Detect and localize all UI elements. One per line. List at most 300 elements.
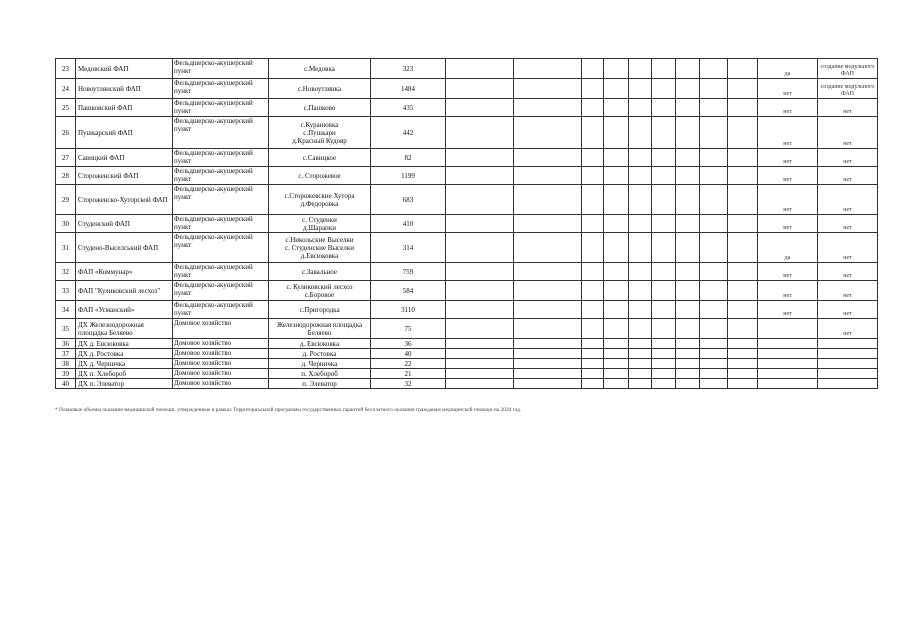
facility-type-cell: Фельдшерско-акушерский пункт: [173, 117, 269, 149]
empty-cell: [676, 185, 700, 215]
facility-name-cell: ДХ п. Хлебороб: [76, 369, 173, 379]
population-cell: 1484: [371, 79, 446, 99]
facility-type-cell: Домовое хозяйство: [173, 349, 269, 359]
empty-cell: [728, 339, 758, 349]
empty-cell: [676, 263, 700, 281]
row-number-cell: 33: [56, 281, 76, 301]
empty-cell: [604, 117, 629, 149]
empty-cell: [446, 117, 514, 149]
empty-cell: [446, 349, 514, 359]
empty-cell: [629, 59, 652, 79]
empty-cell: [446, 233, 514, 263]
empty-cell: [700, 167, 728, 185]
row-number-cell: 28: [56, 167, 76, 185]
location-name: с.Куранювка: [300, 120, 339, 129]
population-cell: 3110: [371, 301, 446, 319]
empty-cell: [446, 379, 514, 389]
facility-name-cell: Медовский ФАП: [76, 59, 173, 79]
facility-name-cell: Новоутлянский ФАП: [76, 79, 173, 99]
row-number-cell: 39: [56, 369, 76, 379]
empty-cell: [652, 349, 676, 359]
empty-cell: [728, 215, 758, 233]
yes-no-cell: [758, 349, 818, 359]
table-row: [56, 185, 878, 215]
table-row: [56, 79, 878, 99]
empty-cell: [700, 339, 728, 349]
empty-cell: [514, 233, 582, 263]
table-row: [56, 339, 878, 349]
row-number-cell: 30: [56, 215, 76, 233]
yes-no-cell: нет: [758, 149, 818, 167]
empty-cell: [446, 359, 514, 369]
empty-cell: [728, 167, 758, 185]
empty-cell: [676, 281, 700, 301]
locations-cell: [269, 369, 371, 379]
facility-name-cell: ФАП «Коммунар»: [76, 263, 173, 281]
empty-cell: [604, 215, 629, 233]
location-name: Беляево: [307, 328, 332, 337]
empty-cell: [728, 59, 758, 79]
yes-no-cell: нет: [758, 79, 818, 99]
empty-cell: [728, 149, 758, 167]
facility-type-cell: Фельдшерско-акушерский пункт: [173, 263, 269, 281]
empty-cell: [582, 339, 604, 349]
facility-name-cell: Савицкий ФАП: [76, 149, 173, 167]
row-number-cell: 25: [56, 99, 76, 117]
empty-cell: [514, 167, 582, 185]
empty-cell: [652, 149, 676, 167]
empty-cell: [676, 215, 700, 233]
yes-no-cell: да: [758, 233, 818, 263]
action-cell: [818, 359, 878, 369]
row-number-cell: 37: [56, 349, 76, 359]
empty-cell: [676, 59, 700, 79]
empty-cell: [582, 281, 604, 301]
action-cell: нет: [818, 149, 878, 167]
empty-cell: [582, 233, 604, 263]
empty-cell: [700, 301, 728, 319]
empty-cell: [728, 369, 758, 379]
empty-cell: [700, 319, 728, 339]
empty-cell: [604, 99, 629, 117]
empty-cell: [604, 185, 629, 215]
empty-cell: [728, 233, 758, 263]
facility-type-cell: Домовое хозяйство: [173, 369, 269, 379]
empty-cell: [582, 99, 604, 117]
facility-name-cell: ДХ д. Евсюковка: [76, 339, 173, 349]
empty-cell: [728, 359, 758, 369]
table-row: [56, 149, 878, 167]
table-row: [56, 359, 878, 369]
population-cell: 323: [371, 59, 446, 79]
table-row: [56, 167, 878, 185]
empty-cell: [514, 339, 582, 349]
empty-cell: [652, 379, 676, 389]
empty-cell: [604, 369, 629, 379]
empty-cell: [446, 263, 514, 281]
empty-cell: [652, 263, 676, 281]
empty-cell: [700, 149, 728, 167]
empty-cell: [604, 349, 629, 359]
table-row: [56, 215, 878, 233]
empty-cell: [604, 379, 629, 389]
row-number-cell: 23: [56, 59, 76, 79]
action-cell: [818, 349, 878, 359]
facility-type-cell: Фельдшерско-акушерский пункт: [173, 99, 269, 117]
empty-cell: [728, 379, 758, 389]
facility-type-cell: Фельдшерско-акушерский пункт: [173, 79, 269, 99]
empty-cell: [582, 79, 604, 99]
facility-type-cell: Домовое хозяйство: [173, 319, 269, 339]
empty-cell: [582, 167, 604, 185]
empty-cell: [652, 117, 676, 149]
empty-cell: [604, 339, 629, 349]
facility-name-cell: ДХ п. Элеватор: [76, 379, 173, 389]
empty-cell: [629, 349, 652, 359]
empty-cell: [629, 263, 652, 281]
empty-cell: [514, 379, 582, 389]
population-cell: 442: [371, 117, 446, 149]
yes-no-cell: нет: [758, 301, 818, 319]
locations-cell: [269, 215, 371, 233]
yes-no-cell: да: [758, 59, 818, 79]
footnote: * Плановые объемы оказания медицинской помощи, утвержденные в рамках Территориальной программы государственных гарантий бесплатного оказания гражданам медицинской помощи на 2020 год.: [55, 407, 522, 413]
empty-cell: [629, 233, 652, 263]
facility-name-cell: ДХ д. Черничка: [76, 359, 173, 369]
table-row: [56, 99, 878, 117]
empty-cell: [629, 167, 652, 185]
population-cell: 32: [371, 379, 446, 389]
empty-cell: [582, 149, 604, 167]
location-name: с.Медовка: [304, 64, 335, 73]
empty-cell: [629, 359, 652, 369]
locations-cell: [269, 185, 371, 215]
empty-cell: [700, 99, 728, 117]
empty-cell: [728, 117, 758, 149]
location-name: д.Красный Кудояр: [292, 136, 347, 145]
empty-cell: [676, 359, 700, 369]
facility-type-cell: Фельдшерско-акушерский пункт: [173, 149, 269, 167]
empty-cell: [700, 379, 728, 389]
empty-cell: [700, 117, 728, 149]
action-cell: [818, 369, 878, 379]
empty-cell: [700, 185, 728, 215]
empty-cell: [676, 369, 700, 379]
location-name: с. Куликовский лесхоз: [286, 282, 353, 291]
empty-cell: [514, 369, 582, 379]
empty-cell: [514, 319, 582, 339]
row-number-cell: 24: [56, 79, 76, 99]
action-cell: нет: [818, 185, 878, 215]
population-cell: 410: [371, 215, 446, 233]
empty-cell: [582, 349, 604, 359]
empty-cell: [582, 117, 604, 149]
empty-cell: [629, 319, 652, 339]
facility-type-cell: Фельдшерско-акушерский пункт: [173, 59, 269, 79]
facility-name-cell: Студено-Выселський ФАП: [76, 233, 173, 263]
location-name: д. Евсюковка: [299, 339, 340, 348]
empty-cell: [652, 339, 676, 349]
population-cell: 75: [371, 319, 446, 339]
empty-cell: [629, 339, 652, 349]
row-number-cell: 40: [56, 379, 76, 389]
locations-cell: [269, 359, 371, 369]
table-row: [56, 369, 878, 379]
location-name: с.Никольские Выселки: [285, 235, 354, 244]
empty-cell: [446, 319, 514, 339]
empty-cell: [676, 99, 700, 117]
action-cell: создание модульного ФАП: [818, 79, 878, 99]
empty-cell: [446, 369, 514, 379]
locations-cell: [269, 319, 371, 339]
empty-cell: [604, 359, 629, 369]
empty-cell: [629, 379, 652, 389]
empty-cell: [604, 263, 629, 281]
empty-cell: [700, 233, 728, 263]
empty-cell: [629, 185, 652, 215]
empty-cell: [728, 281, 758, 301]
location-name: п. Хлебороб: [301, 369, 338, 378]
row-number-cell: 35: [56, 319, 76, 339]
empty-cell: [582, 369, 604, 379]
population-cell: 40: [371, 349, 446, 359]
empty-cell: [446, 79, 514, 99]
empty-cell: [582, 359, 604, 369]
action-cell: нет: [818, 215, 878, 233]
empty-cell: [604, 149, 629, 167]
locations-cell: [269, 233, 371, 263]
empty-cell: [728, 301, 758, 319]
empty-cell: [676, 349, 700, 359]
locations-cell: [269, 99, 371, 117]
empty-cell: [700, 79, 728, 99]
facility-name-cell: ДХ Железнодорожная площадка Беляево: [76, 319, 173, 339]
facility-name-cell: ФАП «Усманский»: [76, 301, 173, 319]
services-table: [55, 58, 878, 389]
empty-cell: [514, 359, 582, 369]
location-name: с.Савицкое: [302, 153, 337, 162]
empty-cell: [604, 79, 629, 99]
empty-cell: [629, 301, 652, 319]
action-cell: нет: [818, 281, 878, 301]
locations-cell: [269, 117, 371, 149]
empty-cell: [582, 263, 604, 281]
locations-cell: [269, 339, 371, 349]
table-row: [56, 117, 878, 149]
location-name: д.Шарапки: [303, 223, 336, 232]
location-name: п. Элеватор: [302, 379, 337, 388]
facility-name-cell: Пашковский ФАП: [76, 99, 173, 117]
yes-no-cell: нет: [758, 117, 818, 149]
table-row: [56, 319, 878, 339]
location-name: с.Пашково: [303, 103, 336, 112]
empty-cell: [676, 149, 700, 167]
empty-cell: [514, 79, 582, 99]
location-name: с.Сторожевские Хутора: [284, 191, 355, 200]
empty-cell: [652, 79, 676, 99]
location-name: д.Федоровка: [300, 199, 339, 208]
facility-name-cell: Пушкарский ФАП: [76, 117, 173, 149]
empty-cell: [700, 215, 728, 233]
facility-name-cell: Студенский ФАП: [76, 215, 173, 233]
empty-cell: [446, 339, 514, 349]
action-cell: создание модульного ФАП: [818, 59, 878, 79]
locations-cell: [269, 281, 371, 301]
row-number-cell: 29: [56, 185, 76, 215]
empty-cell: [582, 379, 604, 389]
empty-cell: [652, 167, 676, 185]
action-cell: [818, 379, 878, 389]
locations-cell: [269, 79, 371, 99]
empty-cell: [652, 99, 676, 117]
empty-cell: [582, 319, 604, 339]
empty-cell: [604, 281, 629, 301]
yes-no-cell: нет: [758, 185, 818, 215]
empty-cell: [700, 359, 728, 369]
empty-cell: [676, 301, 700, 319]
facility-type-cell: Фельдшерско-акушерский пункт: [173, 167, 269, 185]
empty-cell: [604, 59, 629, 79]
row-number-cell: 36: [56, 339, 76, 349]
empty-cell: [629, 79, 652, 99]
empty-cell: [652, 301, 676, 319]
empty-cell: [652, 185, 676, 215]
empty-cell: [604, 233, 629, 263]
facility-type-cell: Домовое хозяйство: [173, 339, 269, 349]
empty-cell: [676, 79, 700, 99]
locations-cell: [269, 167, 371, 185]
empty-cell: [700, 263, 728, 281]
location-name: д. Ростовка: [302, 349, 337, 358]
population-cell: 22: [371, 359, 446, 369]
empty-cell: [604, 319, 629, 339]
empty-cell: [582, 215, 604, 233]
location-name: д. Черничка: [301, 359, 338, 368]
empty-cell: [446, 301, 514, 319]
locations-cell: [269, 349, 371, 359]
empty-cell: [446, 99, 514, 117]
facility-type-cell: Домовое хозяйство: [173, 379, 269, 389]
location-name: д.Евсюковка: [300, 251, 339, 260]
empty-cell: [629, 117, 652, 149]
locations-cell: [269, 59, 371, 79]
empty-cell: [652, 233, 676, 263]
empty-cell: [514, 301, 582, 319]
population-cell: 36: [371, 339, 446, 349]
population-cell: 683: [371, 185, 446, 215]
empty-cell: [629, 215, 652, 233]
table-row: [56, 263, 878, 281]
facility-name-cell: ФАП "Куликовский лесхоз": [76, 281, 173, 301]
yes-no-cell: нет: [758, 167, 818, 185]
population-cell: 584: [371, 281, 446, 301]
empty-cell: [700, 59, 728, 79]
empty-cell: [652, 215, 676, 233]
empty-cell: [676, 167, 700, 185]
yes-no-cell: нет: [758, 99, 818, 117]
empty-cell: [514, 215, 582, 233]
empty-cell: [604, 301, 629, 319]
empty-cell: [652, 281, 676, 301]
facility-type-cell: Фельдшерско-акушерский пункт: [173, 281, 269, 301]
table-row: [56, 379, 878, 389]
facility-name-cell: Стороженско-Хуторской ФАП: [76, 185, 173, 215]
empty-cell: [652, 369, 676, 379]
row-number-cell: 38: [56, 359, 76, 369]
population-cell: 21: [371, 369, 446, 379]
location-name: Железнодорожная площадка: [276, 320, 363, 329]
locations-cell: [269, 379, 371, 389]
empty-cell: [700, 281, 728, 301]
yes-no-cell: нет: [758, 215, 818, 233]
action-cell: нет: [818, 167, 878, 185]
action-cell: [818, 339, 878, 349]
empty-cell: [629, 99, 652, 117]
yes-no-cell: нет: [758, 263, 818, 281]
yes-no-cell: нет: [758, 281, 818, 301]
locations-cell: [269, 263, 371, 281]
empty-cell: [652, 59, 676, 79]
yes-no-cell: [758, 379, 818, 389]
empty-cell: [514, 263, 582, 281]
empty-cell: [629, 149, 652, 167]
facility-type-cell: Фельдшерско-акушерский пункт: [173, 233, 269, 263]
facility-name-cell: Стороженский ФАП: [76, 167, 173, 185]
action-cell: нет: [818, 263, 878, 281]
location-name: с.Новоутлянка: [297, 84, 342, 93]
empty-cell: [676, 117, 700, 149]
table-row: [56, 233, 878, 263]
row-number-cell: 34: [56, 301, 76, 319]
row-number-cell: 32: [56, 263, 76, 281]
empty-cell: [728, 263, 758, 281]
empty-cell: [629, 369, 652, 379]
yes-no-cell: [758, 339, 818, 349]
location-name: с.Боровое: [304, 290, 335, 299]
location-name: с.Пушкари: [303, 128, 336, 137]
action-cell: нет: [818, 319, 878, 339]
empty-cell: [514, 349, 582, 359]
empty-cell: [700, 369, 728, 379]
empty-cell: [676, 339, 700, 349]
empty-cell: [629, 281, 652, 301]
locations-cell: [269, 149, 371, 167]
population-cell: 759: [371, 263, 446, 281]
empty-cell: [514, 117, 582, 149]
row-number-cell: 26: [56, 117, 76, 149]
population-cell: 314: [371, 233, 446, 263]
facility-type-cell: Фельдшерско-акушерский пункт: [173, 215, 269, 233]
action-cell: нет: [818, 301, 878, 319]
population-cell: 1199: [371, 167, 446, 185]
location-name: с. Сторожевое: [298, 171, 341, 180]
action-cell: нет: [818, 99, 878, 117]
empty-cell: [728, 319, 758, 339]
empty-cell: [652, 319, 676, 339]
empty-cell: [700, 349, 728, 359]
action-cell: нет: [818, 233, 878, 263]
empty-cell: [676, 319, 700, 339]
location-name: с. Студенские Выселки: [284, 243, 355, 252]
yes-no-cell: [758, 319, 818, 339]
population-cell: 82: [371, 149, 446, 167]
population-cell: 435: [371, 99, 446, 117]
facility-name-cell: ДХ д. Ростовка: [76, 349, 173, 359]
empty-cell: [446, 167, 514, 185]
action-cell: нет: [818, 117, 878, 149]
empty-cell: [446, 59, 514, 79]
empty-cell: [514, 99, 582, 117]
